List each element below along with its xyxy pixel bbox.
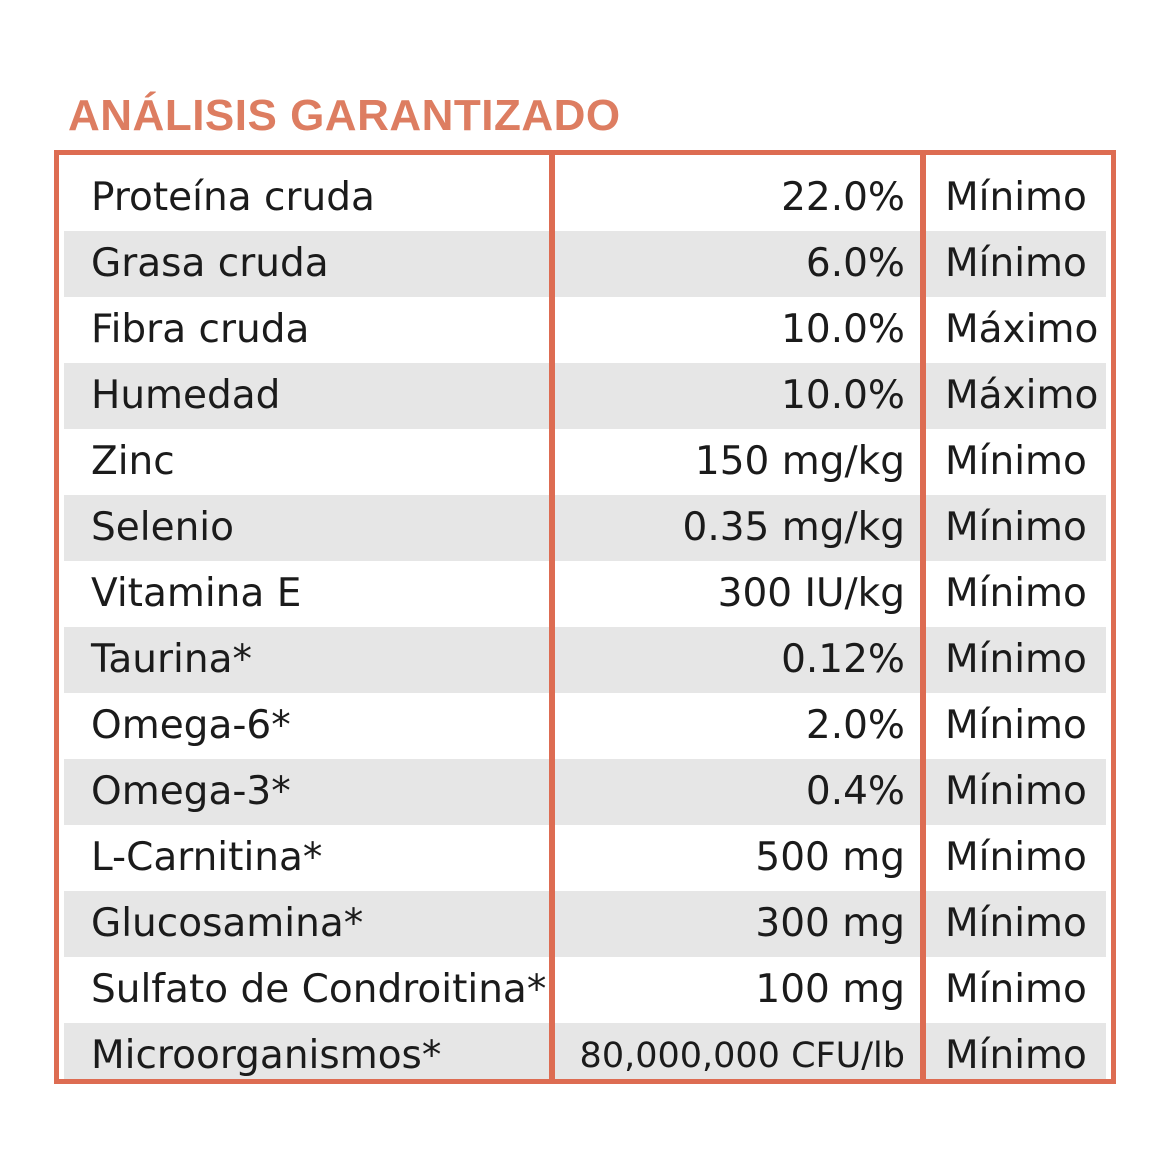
nutrient-name: L-Carnitina* bbox=[91, 835, 323, 880]
table-row bbox=[64, 297, 1106, 363]
nutrient-basis: Mínimo bbox=[945, 571, 1087, 616]
column-divider-right bbox=[920, 155, 926, 1079]
table-row bbox=[64, 957, 1106, 1023]
table-row bbox=[64, 693, 1106, 759]
page-title: ANÁLISIS GARANTIZADO bbox=[68, 91, 621, 140]
nutrient-name: Omega-6* bbox=[91, 703, 291, 748]
table-row bbox=[64, 363, 1106, 429]
nutrient-basis: Mínimo bbox=[945, 967, 1087, 1012]
nutrient-amount: 80,000,000 CFU/lb bbox=[579, 1036, 905, 1076]
table-row bbox=[64, 165, 1106, 231]
nutrient-amount: 10.0% bbox=[781, 373, 905, 418]
nutrient-basis: Mínimo bbox=[945, 175, 1087, 220]
nutrient-basis: Mínimo bbox=[945, 637, 1087, 682]
nutrient-basis: Mínimo bbox=[945, 769, 1087, 814]
nutrient-basis: Mínimo bbox=[945, 241, 1087, 286]
nutrient-basis: Mínimo bbox=[945, 505, 1087, 550]
nutrient-basis: Máximo bbox=[945, 373, 1099, 418]
nutrient-basis: Mínimo bbox=[945, 703, 1087, 748]
nutrient-name: Proteína cruda bbox=[91, 175, 375, 220]
table-row bbox=[64, 891, 1106, 957]
table-row bbox=[64, 627, 1106, 693]
table-row bbox=[64, 231, 1106, 297]
nutrient-amount: 0.12% bbox=[781, 637, 905, 682]
nutrient-amount: 100 mg bbox=[755, 967, 905, 1012]
nutrient-name: Selenio bbox=[91, 505, 234, 550]
table-rows bbox=[64, 165, 1106, 1084]
table-row bbox=[64, 495, 1106, 561]
guaranteed-analysis-table bbox=[54, 150, 1116, 1084]
nutrient-name: Taurina* bbox=[91, 637, 252, 682]
column-divider-left bbox=[549, 155, 555, 1079]
nutrient-amount: 2.0% bbox=[805, 703, 905, 748]
nutrient-name: Sulfato de Condroitina* bbox=[91, 967, 547, 1012]
nutrient-amount: 22.0% bbox=[781, 175, 905, 220]
nutrient-amount: 300 IU/kg bbox=[717, 571, 905, 616]
table-row bbox=[64, 1023, 1106, 1084]
nutrient-name: Fibra cruda bbox=[91, 307, 310, 352]
nutrient-name: Glucosamina* bbox=[91, 901, 364, 946]
nutrient-name: Humedad bbox=[91, 373, 281, 418]
nutrient-amount: 10.0% bbox=[781, 307, 905, 352]
nutrient-basis: Mínimo bbox=[945, 901, 1087, 946]
nutrient-name: Microorganismos* bbox=[91, 1033, 442, 1078]
table-row bbox=[64, 825, 1106, 891]
nutrient-basis: Máximo bbox=[945, 307, 1099, 352]
nutrient-amount: 0.35 mg/kg bbox=[682, 505, 905, 550]
nutrient-amount: 150 mg/kg bbox=[694, 439, 905, 484]
nutrient-name: Vitamina E bbox=[91, 571, 302, 616]
nutrient-amount: 6.0% bbox=[805, 241, 905, 286]
nutrient-basis: Mínimo bbox=[945, 835, 1087, 880]
nutrient-name: Grasa cruda bbox=[91, 241, 329, 286]
nutrient-amount: 500 mg bbox=[755, 835, 905, 880]
nutrient-name: Zinc bbox=[91, 439, 175, 484]
table-row bbox=[64, 759, 1106, 825]
nutrient-basis: Mínimo bbox=[945, 1033, 1087, 1078]
nutrient-amount: 300 mg bbox=[755, 901, 905, 946]
table-row bbox=[64, 561, 1106, 627]
nutrient-basis: Mínimo bbox=[945, 439, 1087, 484]
table-row bbox=[64, 429, 1106, 495]
nutrient-amount: 0.4% bbox=[805, 769, 905, 814]
nutrient-name: Omega-3* bbox=[91, 769, 291, 814]
